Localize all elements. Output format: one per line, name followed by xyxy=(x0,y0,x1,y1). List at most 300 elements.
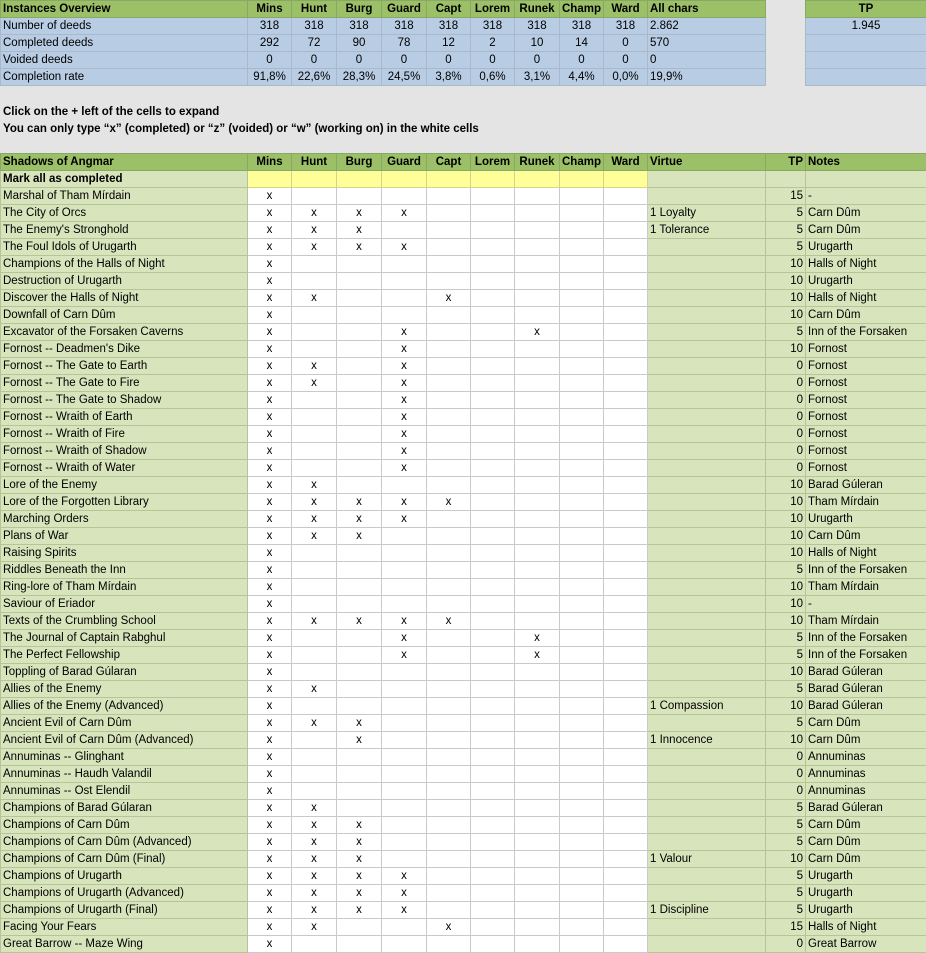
deed-status-cell[interactable] xyxy=(427,562,471,579)
deed-status-cell[interactable] xyxy=(292,460,337,477)
deed-status-cell[interactable]: x xyxy=(382,239,427,256)
deed-status-cell[interactable] xyxy=(471,664,515,681)
deed-status-cell[interactable] xyxy=(604,817,648,834)
mark-all-cell[interactable] xyxy=(337,171,382,188)
deed-status-cell[interactable] xyxy=(337,375,382,392)
deed-status-cell[interactable] xyxy=(427,511,471,528)
deed-status-cell[interactable] xyxy=(292,749,337,766)
deed-status-cell[interactable]: x xyxy=(337,528,382,545)
deed-status-cell[interactable] xyxy=(471,239,515,256)
deed-status-cell[interactable] xyxy=(337,936,382,953)
deed-status-cell[interactable] xyxy=(560,834,604,851)
deed-status-cell[interactable] xyxy=(292,596,337,613)
deed-status-cell[interactable] xyxy=(382,188,427,205)
deed-status-cell[interactable] xyxy=(471,426,515,443)
deed-status-cell[interactable] xyxy=(515,919,560,936)
deed-status-cell[interactable] xyxy=(427,732,471,749)
deed-status-cell[interactable] xyxy=(427,630,471,647)
deed-status-cell[interactable] xyxy=(560,443,604,460)
deed-status-cell[interactable]: x xyxy=(248,477,292,494)
deed-status-cell[interactable] xyxy=(471,409,515,426)
deed-status-cell[interactable]: x xyxy=(248,851,292,868)
deed-status-cell[interactable]: x xyxy=(248,460,292,477)
deed-status-cell[interactable]: x xyxy=(292,494,337,511)
deed-status-cell[interactable] xyxy=(604,868,648,885)
deed-status-cell[interactable]: x xyxy=(248,239,292,256)
deed-status-cell[interactable] xyxy=(337,698,382,715)
deed-status-cell[interactable] xyxy=(560,545,604,562)
deed-status-cell[interactable]: x xyxy=(337,222,382,239)
deed-status-cell[interactable] xyxy=(604,851,648,868)
deed-status-cell[interactable]: x xyxy=(248,698,292,715)
deed-status-cell[interactable]: x xyxy=(292,834,337,851)
deed-status-cell[interactable] xyxy=(560,426,604,443)
deed-status-cell[interactable]: x xyxy=(382,647,427,664)
deed-status-cell[interactable]: x xyxy=(248,494,292,511)
deed-status-cell[interactable]: x xyxy=(292,358,337,375)
deed-status-cell[interactable] xyxy=(515,239,560,256)
deed-status-cell[interactable]: x xyxy=(382,375,427,392)
deed-status-cell[interactable] xyxy=(515,613,560,630)
deed-status-cell[interactable]: x xyxy=(292,851,337,868)
deed-status-cell[interactable] xyxy=(471,273,515,290)
deed-status-cell[interactable] xyxy=(515,902,560,919)
deed-status-cell[interactable]: x xyxy=(248,834,292,851)
deed-status-cell[interactable] xyxy=(560,579,604,596)
deed-status-cell[interactable] xyxy=(292,766,337,783)
deed-status-cell[interactable] xyxy=(560,188,604,205)
deed-status-cell[interactable]: x xyxy=(337,205,382,222)
deed-status-cell[interactable] xyxy=(382,579,427,596)
deed-status-cell[interactable] xyxy=(515,732,560,749)
deed-status-cell[interactable] xyxy=(337,647,382,664)
deed-status-cell[interactable]: x xyxy=(248,443,292,460)
deed-status-cell[interactable]: x xyxy=(382,409,427,426)
deed-status-cell[interactable] xyxy=(382,477,427,494)
deed-status-cell[interactable] xyxy=(471,477,515,494)
deed-status-cell[interactable] xyxy=(427,800,471,817)
deed-status-cell[interactable] xyxy=(337,290,382,307)
deed-status-cell[interactable] xyxy=(382,256,427,273)
deed-status-cell[interactable] xyxy=(604,358,648,375)
deed-status-cell[interactable] xyxy=(471,222,515,239)
deed-status-cell[interactable] xyxy=(427,409,471,426)
deed-status-cell[interactable] xyxy=(560,273,604,290)
deed-status-cell[interactable] xyxy=(560,885,604,902)
deed-status-cell[interactable] xyxy=(427,426,471,443)
deed-status-cell[interactable] xyxy=(292,647,337,664)
deed-status-cell[interactable]: x xyxy=(248,375,292,392)
deed-status-cell[interactable] xyxy=(471,358,515,375)
deed-status-cell[interactable]: x xyxy=(292,222,337,239)
deed-status-cell[interactable] xyxy=(471,205,515,222)
deed-status-cell[interactable] xyxy=(427,358,471,375)
deed-status-cell[interactable] xyxy=(560,460,604,477)
deed-status-cell[interactable]: x xyxy=(292,375,337,392)
deed-status-cell[interactable] xyxy=(427,783,471,800)
deed-status-cell[interactable]: x xyxy=(515,647,560,664)
deed-status-cell[interactable] xyxy=(382,222,427,239)
deed-status-cell[interactable] xyxy=(471,936,515,953)
deed-status-cell[interactable]: x xyxy=(292,290,337,307)
deed-status-cell[interactable]: x xyxy=(337,885,382,902)
deed-status-cell[interactable] xyxy=(382,749,427,766)
deed-status-cell[interactable] xyxy=(515,885,560,902)
deed-status-cell[interactable]: x xyxy=(382,885,427,902)
deed-status-cell[interactable] xyxy=(471,290,515,307)
deed-status-cell[interactable]: x xyxy=(382,494,427,511)
deed-status-cell[interactable] xyxy=(515,817,560,834)
deed-status-cell[interactable] xyxy=(471,851,515,868)
deed-status-cell[interactable] xyxy=(604,732,648,749)
deed-status-cell[interactable] xyxy=(427,443,471,460)
deed-status-cell[interactable] xyxy=(292,273,337,290)
deed-status-cell[interactable] xyxy=(292,698,337,715)
deed-status-cell[interactable] xyxy=(427,579,471,596)
deed-status-cell[interactable]: x xyxy=(248,256,292,273)
deed-status-cell[interactable] xyxy=(515,426,560,443)
deed-status-cell[interactable] xyxy=(560,494,604,511)
deed-status-cell[interactable] xyxy=(604,562,648,579)
deed-status-cell[interactable] xyxy=(515,290,560,307)
deed-status-cell[interactable] xyxy=(471,511,515,528)
deed-status-cell[interactable] xyxy=(560,511,604,528)
deed-status-cell[interactable] xyxy=(560,817,604,834)
deed-status-cell[interactable]: x xyxy=(248,579,292,596)
deed-status-cell[interactable]: x xyxy=(427,290,471,307)
deed-status-cell[interactable] xyxy=(560,528,604,545)
mark-all-cell[interactable] xyxy=(515,171,560,188)
deed-status-cell[interactable] xyxy=(292,256,337,273)
deed-status-cell[interactable] xyxy=(427,528,471,545)
deed-status-cell[interactable] xyxy=(427,851,471,868)
deed-status-cell[interactable] xyxy=(515,528,560,545)
deed-status-cell[interactable] xyxy=(560,409,604,426)
deed-status-cell[interactable] xyxy=(292,783,337,800)
deed-status-cell[interactable] xyxy=(382,273,427,290)
deed-status-cell[interactable] xyxy=(515,698,560,715)
mark-all-cell[interactable] xyxy=(604,171,648,188)
deed-status-cell[interactable] xyxy=(382,290,427,307)
deed-status-cell[interactable] xyxy=(604,511,648,528)
deed-status-cell[interactable]: x xyxy=(337,715,382,732)
deed-status-cell[interactable]: x xyxy=(382,902,427,919)
deed-status-cell[interactable] xyxy=(427,817,471,834)
deed-status-cell[interactable]: x xyxy=(337,613,382,630)
deed-status-cell[interactable] xyxy=(560,783,604,800)
deed-status-cell[interactable] xyxy=(560,698,604,715)
deed-status-cell[interactable]: x xyxy=(292,681,337,698)
deed-status-cell[interactable] xyxy=(515,375,560,392)
deed-status-cell[interactable]: x xyxy=(337,732,382,749)
deed-status-cell[interactable]: x xyxy=(292,868,337,885)
deed-status-cell[interactable] xyxy=(560,477,604,494)
deed-status-cell[interactable]: x xyxy=(248,341,292,358)
deed-status-cell[interactable] xyxy=(471,562,515,579)
deed-status-cell[interactable] xyxy=(515,562,560,579)
deed-status-cell[interactable] xyxy=(560,766,604,783)
deed-status-cell[interactable]: x xyxy=(292,902,337,919)
deed-status-cell[interactable] xyxy=(292,188,337,205)
deed-status-cell[interactable] xyxy=(337,392,382,409)
deed-status-cell[interactable] xyxy=(471,749,515,766)
deed-status-cell[interactable] xyxy=(471,579,515,596)
deed-status-cell[interactable]: x xyxy=(382,868,427,885)
deed-status-cell[interactable] xyxy=(471,375,515,392)
deed-status-cell[interactable] xyxy=(560,341,604,358)
deed-status-cell[interactable] xyxy=(382,766,427,783)
deed-status-cell[interactable] xyxy=(604,715,648,732)
deed-status-cell[interactable] xyxy=(382,851,427,868)
deed-status-cell[interactable]: x xyxy=(248,307,292,324)
deed-status-cell[interactable] xyxy=(604,613,648,630)
deed-status-cell[interactable]: x xyxy=(427,494,471,511)
deed-status-cell[interactable] xyxy=(337,919,382,936)
deed-status-cell[interactable]: x xyxy=(248,528,292,545)
deed-status-cell[interactable] xyxy=(471,188,515,205)
deed-status-cell[interactable] xyxy=(515,307,560,324)
deed-status-cell[interactable] xyxy=(515,681,560,698)
deed-status-cell[interactable] xyxy=(427,341,471,358)
deed-status-cell[interactable]: x xyxy=(248,919,292,936)
deed-status-cell[interactable] xyxy=(337,256,382,273)
deed-status-cell[interactable] xyxy=(427,868,471,885)
deed-status-cell[interactable] xyxy=(604,834,648,851)
deed-status-cell[interactable] xyxy=(604,409,648,426)
deed-status-cell[interactable] xyxy=(604,477,648,494)
deed-status-cell[interactable] xyxy=(560,324,604,341)
deed-status-cell[interactable] xyxy=(471,715,515,732)
deed-status-cell[interactable] xyxy=(604,681,648,698)
deed-status-cell[interactable]: x xyxy=(292,919,337,936)
deed-status-cell[interactable] xyxy=(471,732,515,749)
deed-status-cell[interactable]: x xyxy=(337,511,382,528)
deed-status-cell[interactable] xyxy=(604,443,648,460)
deed-status-cell[interactable] xyxy=(560,851,604,868)
deed-status-cell[interactable]: x xyxy=(292,239,337,256)
deed-status-cell[interactable] xyxy=(427,222,471,239)
deed-status-cell[interactable]: x xyxy=(337,239,382,256)
deed-status-cell[interactable] xyxy=(604,579,648,596)
deed-status-cell[interactable] xyxy=(560,902,604,919)
deed-status-cell[interactable] xyxy=(292,630,337,647)
deed-status-cell[interactable]: x xyxy=(292,885,337,902)
deed-status-cell[interactable] xyxy=(560,613,604,630)
deed-status-cell[interactable] xyxy=(604,783,648,800)
deed-status-cell[interactable] xyxy=(604,375,648,392)
deed-status-cell[interactable]: x xyxy=(248,409,292,426)
deed-status-cell[interactable] xyxy=(382,715,427,732)
deed-status-cell[interactable] xyxy=(515,460,560,477)
deed-status-cell[interactable] xyxy=(560,664,604,681)
deed-status-cell[interactable] xyxy=(604,341,648,358)
deed-status-cell[interactable]: x xyxy=(248,222,292,239)
deed-status-cell[interactable] xyxy=(427,205,471,222)
deed-status-cell[interactable]: x xyxy=(248,664,292,681)
deed-status-cell[interactable]: x xyxy=(292,205,337,222)
deed-status-cell[interactable] xyxy=(382,562,427,579)
deed-status-cell[interactable] xyxy=(604,239,648,256)
deed-status-cell[interactable] xyxy=(515,715,560,732)
deed-status-cell[interactable] xyxy=(515,868,560,885)
deed-status-cell[interactable] xyxy=(382,919,427,936)
deed-status-cell[interactable] xyxy=(427,749,471,766)
deed-status-cell[interactable] xyxy=(292,341,337,358)
deed-status-cell[interactable] xyxy=(471,545,515,562)
deed-status-cell[interactable] xyxy=(382,936,427,953)
deed-status-cell[interactable] xyxy=(604,647,648,664)
deed-status-cell[interactable] xyxy=(560,732,604,749)
deed-status-cell[interactable]: x xyxy=(248,426,292,443)
deed-status-cell[interactable]: x xyxy=(248,749,292,766)
deed-status-cell[interactable] xyxy=(337,596,382,613)
deed-status-cell[interactable] xyxy=(604,307,648,324)
deed-status-cell[interactable] xyxy=(560,562,604,579)
deed-status-cell[interactable]: x xyxy=(382,511,427,528)
deed-status-cell[interactable]: x xyxy=(337,868,382,885)
deed-status-cell[interactable]: x xyxy=(248,902,292,919)
deed-status-cell[interactable] xyxy=(292,545,337,562)
deed-status-cell[interactable] xyxy=(471,443,515,460)
deed-status-cell[interactable] xyxy=(427,885,471,902)
deed-status-cell[interactable] xyxy=(427,392,471,409)
deed-status-cell[interactable] xyxy=(471,613,515,630)
deed-status-cell[interactable] xyxy=(337,545,382,562)
deed-status-cell[interactable]: x xyxy=(427,613,471,630)
deed-status-cell[interactable] xyxy=(382,817,427,834)
deed-status-cell[interactable] xyxy=(382,800,427,817)
deed-status-cell[interactable] xyxy=(604,664,648,681)
deed-status-cell[interactable] xyxy=(337,681,382,698)
deed-status-cell[interactable]: x xyxy=(382,630,427,647)
deed-status-cell[interactable] xyxy=(560,868,604,885)
deed-status-cell[interactable] xyxy=(604,188,648,205)
deed-status-cell[interactable] xyxy=(471,766,515,783)
deed-status-cell[interactable] xyxy=(515,579,560,596)
deed-status-cell[interactable] xyxy=(515,834,560,851)
deed-status-cell[interactable] xyxy=(560,749,604,766)
deed-status-cell[interactable] xyxy=(427,647,471,664)
deed-status-cell[interactable]: x xyxy=(248,783,292,800)
deed-status-cell[interactable] xyxy=(337,188,382,205)
deed-status-cell[interactable] xyxy=(471,596,515,613)
deed-status-cell[interactable] xyxy=(515,205,560,222)
deed-status-cell[interactable]: x xyxy=(248,613,292,630)
deed-status-cell[interactable] xyxy=(427,188,471,205)
deed-status-cell[interactable] xyxy=(560,375,604,392)
deed-status-cell[interactable]: x xyxy=(382,358,427,375)
deed-status-cell[interactable] xyxy=(427,834,471,851)
deed-status-cell[interactable] xyxy=(604,256,648,273)
deed-status-cell[interactable] xyxy=(604,800,648,817)
deed-status-cell[interactable]: x xyxy=(515,630,560,647)
mark-all-cell[interactable] xyxy=(471,171,515,188)
deed-status-cell[interactable] xyxy=(382,698,427,715)
deed-status-cell[interactable] xyxy=(471,256,515,273)
deed-status-cell[interactable] xyxy=(427,545,471,562)
deed-status-cell[interactable] xyxy=(604,392,648,409)
deed-status-cell[interactable] xyxy=(471,902,515,919)
deed-status-cell[interactable] xyxy=(471,341,515,358)
deed-status-cell[interactable] xyxy=(604,902,648,919)
deed-status-cell[interactable] xyxy=(427,596,471,613)
deed-status-cell[interactable] xyxy=(427,460,471,477)
deed-status-cell[interactable] xyxy=(292,579,337,596)
deed-status-cell[interactable]: x xyxy=(382,341,427,358)
deed-status-cell[interactable] xyxy=(337,358,382,375)
deed-status-cell[interactable] xyxy=(515,596,560,613)
deed-status-cell[interactable] xyxy=(337,579,382,596)
deed-status-cell[interactable] xyxy=(382,596,427,613)
deed-status-cell[interactable] xyxy=(382,545,427,562)
deed-status-cell[interactable] xyxy=(471,681,515,698)
deed-status-cell[interactable] xyxy=(560,358,604,375)
deed-status-cell[interactable] xyxy=(427,715,471,732)
deed-status-cell[interactable]: x xyxy=(248,936,292,953)
deed-status-cell[interactable] xyxy=(427,239,471,256)
deed-status-cell[interactable]: x xyxy=(292,800,337,817)
mark-all-cell[interactable] xyxy=(427,171,471,188)
deed-status-cell[interactable] xyxy=(604,460,648,477)
deed-status-cell[interactable] xyxy=(471,817,515,834)
deed-status-cell[interactable] xyxy=(427,936,471,953)
deed-status-cell[interactable] xyxy=(560,919,604,936)
deed-status-cell[interactable] xyxy=(382,307,427,324)
deed-status-cell[interactable] xyxy=(560,392,604,409)
deed-status-cell[interactable]: x xyxy=(337,834,382,851)
deed-status-cell[interactable]: x xyxy=(248,562,292,579)
deed-status-cell[interactable]: x xyxy=(248,273,292,290)
deed-status-cell[interactable] xyxy=(471,647,515,664)
deed-status-cell[interactable] xyxy=(560,205,604,222)
deed-status-cell[interactable] xyxy=(604,885,648,902)
deed-status-cell[interactable] xyxy=(560,630,604,647)
deed-status-cell[interactable]: x xyxy=(515,324,560,341)
deed-status-cell[interactable] xyxy=(515,936,560,953)
deed-status-cell[interactable] xyxy=(337,273,382,290)
deed-status-cell[interactable] xyxy=(337,664,382,681)
deed-status-cell[interactable] xyxy=(604,426,648,443)
deed-status-cell[interactable] xyxy=(515,545,560,562)
deed-status-cell[interactable] xyxy=(292,307,337,324)
deed-status-cell[interactable]: x xyxy=(337,494,382,511)
deed-status-cell[interactable]: x xyxy=(248,392,292,409)
deed-status-cell[interactable] xyxy=(515,256,560,273)
deed-status-cell[interactable] xyxy=(292,664,337,681)
deed-status-cell[interactable]: x xyxy=(382,460,427,477)
deed-status-cell[interactable]: x xyxy=(248,188,292,205)
deed-status-cell[interactable] xyxy=(292,936,337,953)
deed-status-cell[interactable] xyxy=(337,766,382,783)
deed-status-cell[interactable]: x xyxy=(248,324,292,341)
deed-status-cell[interactable]: x xyxy=(382,613,427,630)
deed-status-cell[interactable] xyxy=(515,222,560,239)
deed-status-cell[interactable] xyxy=(604,749,648,766)
deed-status-cell[interactable] xyxy=(515,494,560,511)
deed-status-cell[interactable] xyxy=(337,749,382,766)
deed-status-cell[interactable] xyxy=(560,222,604,239)
deed-status-cell[interactable] xyxy=(515,664,560,681)
deed-status-cell[interactable]: x xyxy=(337,851,382,868)
deed-status-cell[interactable] xyxy=(337,324,382,341)
deed-status-cell[interactable] xyxy=(604,545,648,562)
deed-status-cell[interactable] xyxy=(560,596,604,613)
deed-status-cell[interactable] xyxy=(427,477,471,494)
mark-all-cell[interactable] xyxy=(560,171,604,188)
deed-status-cell[interactable]: x xyxy=(248,290,292,307)
deed-status-cell[interactable]: x xyxy=(382,205,427,222)
deed-status-cell[interactable] xyxy=(515,273,560,290)
